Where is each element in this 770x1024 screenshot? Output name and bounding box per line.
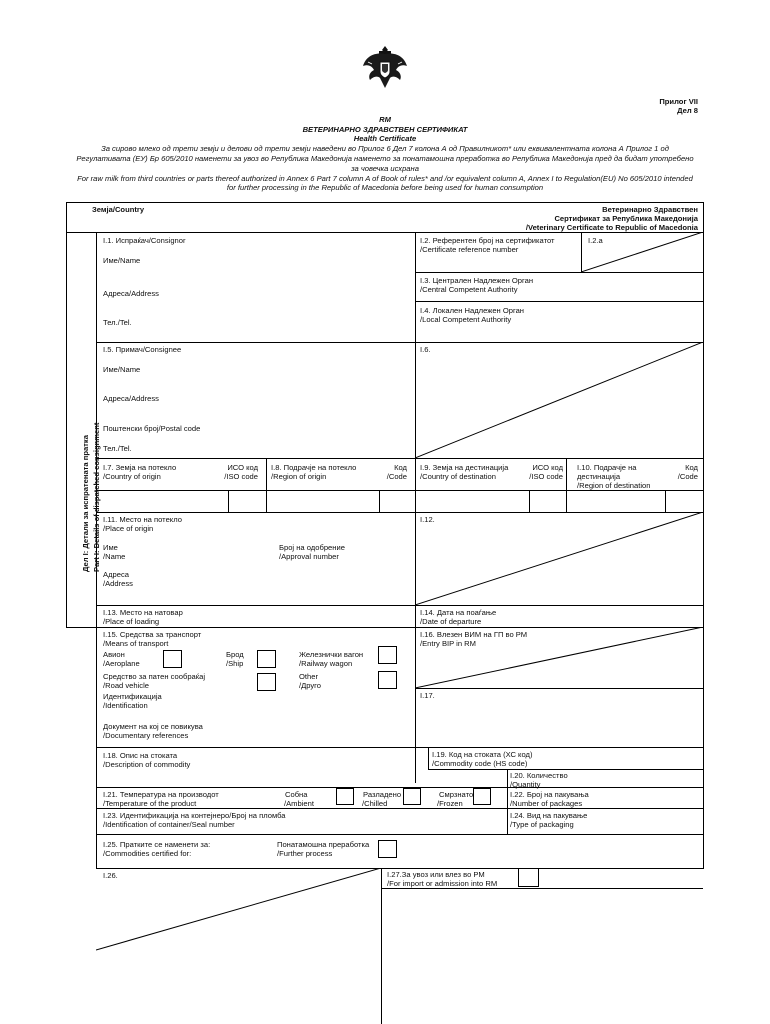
i1-consignor-label: I.1. Испраќач/Consignor: [103, 236, 186, 245]
other-transport-checkbox[interactable]: [378, 671, 397, 689]
road-vehicle-label-en: /Road vehicle: [103, 681, 150, 690]
i10-region-dest-mk2: дестинација: [577, 472, 621, 481]
i18-description-en: /Description of commodity: [103, 760, 191, 769]
annex-part-label: Дел 8: [677, 106, 698, 115]
railway-checkbox[interactable]: [378, 646, 397, 664]
i12-label: I.12.: [420, 515, 435, 524]
i11-place-origin-en: /Place of origin: [103, 524, 154, 533]
i2a-label: I.2.a: [588, 236, 603, 245]
i11-name-en: /Name: [103, 552, 126, 561]
i26-diagonal: [96, 868, 381, 1024]
i5-name-label: Име/Name: [103, 365, 141, 374]
i24-packaging-en: /Type of packaging: [510, 820, 574, 829]
i13-loading-mk: I.13. Место на натовар: [103, 608, 183, 617]
i10-region-dest-mk: I.10. Подрачје на: [577, 463, 637, 472]
annex-label: Прилог VII: [659, 97, 698, 106]
i10-code-label-en: /Code: [677, 472, 698, 481]
railway-label-en: /Railway wagon: [299, 659, 353, 668]
vet-cert-line1: Ветеринарно Здравствен: [602, 205, 698, 214]
i15-transport-en: /Means of transport: [103, 639, 169, 648]
i16-entry-bip-en: /Entry BIP in RM: [420, 639, 476, 648]
further-process-checkbox[interactable]: [378, 840, 397, 858]
i15-transport-mk: I.15. Средства за транспорт: [103, 630, 202, 639]
i11-address-en: /Address: [103, 579, 133, 588]
i13-loading-en: /Place of loading: [103, 617, 160, 626]
i3-cca-label-mk: I.3. Централен Надлежен Орган: [420, 276, 534, 285]
ambient-checkbox[interactable]: [336, 788, 354, 805]
i21-temperature-en: /Temperature of the product: [103, 799, 197, 808]
i4-lca-label-mk: I.4. Локален Надлежен Орган: [420, 306, 525, 315]
i19-hs-code-en: /Commodity code (HS code): [432, 759, 528, 768]
i24-packaging-mk: I.24. Вид на пакување: [510, 811, 588, 820]
i3-cca-label-en: /Central Competent Authority: [420, 285, 518, 294]
i25-certified-for-en: /Commodities certified for:: [103, 849, 192, 858]
country-label: Земја/Country: [92, 205, 145, 214]
intro-mk-line1: За сирово млеко од трети земји и делови од трети земји наведени во Прилог 6 Дел 7 колона А од Правилникот* или еквивалентната колона А Прилог 1 од: [101, 144, 669, 153]
ship-label-en: /Ship: [226, 659, 244, 668]
i10-region-dest-en: /Region of destination: [577, 481, 651, 490]
identification-label-mk: Идентификација: [103, 692, 162, 701]
other-label-en: Other: [299, 672, 318, 681]
further-process-label-mk: Понатамошна преработка: [277, 840, 370, 849]
i5-tel-label: Тел./Tel.: [103, 444, 132, 453]
certificate-title-en: Health Certificate: [353, 134, 417, 143]
intro-mk-line3: за човечка исхрана: [351, 164, 419, 173]
i14-departure-en: /Date of departure: [420, 617, 482, 626]
part1-side-label-mk: Дел I: Детали за испратената пратка: [81, 435, 90, 572]
ship-checkbox[interactable]: [257, 650, 276, 668]
i7-iso-label-mk: ИСО код: [227, 463, 258, 472]
i12-diagonal: [415, 512, 703, 605]
chilled-label-mk: Разладено: [363, 790, 402, 799]
ambient-label-en: /Ambient: [284, 799, 314, 808]
intro-en-line1: For raw milk from third countries or parts thereof authorized in Annex 6 Part 7 column A of Book of rules* and /or equivalent column A, Annex I to Regulation(EU) No 605/2010 intended: [77, 174, 693, 183]
i7-country-origin-en: /Country of origin: [103, 472, 161, 481]
chilled-checkbox[interactable]: [403, 788, 421, 805]
identification-label-en: /Identification: [103, 701, 148, 710]
i14-departure-mk: I.14. Дата на поаѓање: [420, 608, 497, 617]
i11-name-mk: Име: [103, 543, 118, 552]
i5-address-label: Адреса/Address: [103, 394, 159, 403]
part1-side-label-en: Part I: Details of dispatched consignment: [92, 422, 101, 572]
i27-import-mk: I.27.За увоз или влез во РМ: [387, 870, 485, 879]
frozen-checkbox[interactable]: [473, 788, 491, 805]
vet-cert-line2: Сертификат за Република Македонија: [554, 214, 698, 223]
i22-packages-en: /Number of packages: [510, 799, 583, 808]
i7-country-origin-mk: I.7. Земја на потекло: [103, 463, 177, 472]
doc-references-label-mk: Документ на кој се повикува: [103, 722, 203, 731]
i11-approval-mk: Број на одобрение: [279, 543, 345, 552]
i10-code-label-mk: Код: [685, 463, 698, 472]
i1-name-label: Име/Name: [103, 256, 141, 265]
ambient-label-mk: Собна: [285, 790, 308, 799]
further-process-label-en: /Further process: [277, 849, 333, 858]
i8-region-origin-mk: I.8. Подрачје на потекло: [271, 463, 357, 472]
i23-container-mk: I.23. Идентификација на контејнеро/Број на пломба: [103, 811, 286, 820]
aeroplane-label-mk: Авион: [103, 650, 125, 659]
i8-code-label-mk: Код: [394, 463, 407, 472]
i16-entry-bip-mk: I.16. Влезен ВИМ на ГП во РМ: [420, 630, 528, 639]
i9-country-dest-en: /Country of destination: [420, 472, 496, 481]
aeroplane-label-en: /Aeroplane: [103, 659, 140, 668]
i23-container-en: /Identification of container/Seal number: [103, 820, 235, 829]
i11-address-mk: Адреса: [103, 570, 129, 579]
frozen-label-en: /Frozen: [437, 799, 463, 808]
doc-references-label-en: /Documentary references: [103, 731, 189, 740]
import-admission-checkbox[interactable]: [518, 868, 539, 887]
i5-consignee-label: I.5. Примач/Consignee: [103, 345, 182, 354]
i9-country-dest-mk: I.9. Земја на дестинација: [420, 463, 509, 472]
i2-ref-label-mk: I.2. Референтен број на сертификатот: [420, 236, 555, 245]
i27-import-en: /For import or admission into RM: [387, 879, 498, 888]
i7-iso-label-en: /ISO code: [224, 472, 258, 481]
i25-certified-for-mk: I.25. Пратките се наменети за:: [103, 840, 211, 849]
i20-quantity-en: /Quantity: [510, 780, 541, 789]
i4-lca-label-en: /Local Competent Authority: [420, 315, 512, 324]
i9-iso-label-mk: ИСО код: [532, 463, 563, 472]
rm-label: RM: [379, 115, 391, 124]
i26-label: I.26.: [103, 871, 118, 880]
i18-description-mk: I.18. Опис на стоката: [103, 751, 178, 760]
i17-label: I.17.: [420, 691, 435, 700]
i8-code-label-en: /Code: [386, 472, 407, 481]
intro-en-line2: for further processing in the Republic of Macedonia before being used for human consumption: [226, 183, 544, 192]
i11-place-origin-mk: I.11. Место на потекло: [103, 515, 182, 524]
frozen-label-mk: Смрзнато: [439, 790, 474, 799]
i22-packages-mk: I.22. Број на пакувања: [510, 790, 589, 799]
chilled-label-en: /Chilled: [362, 799, 388, 808]
road-vehicle-label-mk: Средство за патен сообраќај: [103, 672, 206, 681]
i6-label: I.6.: [420, 345, 431, 354]
ship-label-mk: Брод: [226, 650, 244, 659]
i1-tel-label: Тел./Tel.: [103, 318, 132, 327]
other-label-mk: /Друго: [299, 681, 322, 690]
certificate-title-mk: ВЕТЕРИНАРНО ЗДРАВСТВЕН СЕРТИФИКАТ: [302, 125, 468, 134]
i20-quantity-mk: I.20. Количество: [510, 771, 568, 780]
road-vehicle-checkbox[interactable]: [257, 673, 276, 691]
railway-label-mk: Железнички вагон: [299, 650, 364, 659]
i11-approval-en: /Approval number: [279, 552, 339, 561]
aeroplane-checkbox[interactable]: [163, 650, 182, 668]
i2-ref-label-en: /Certificate reference number: [420, 245, 519, 254]
i5-postal-label: Поштенски број/Postal code: [103, 424, 201, 433]
intro-mk-line2: Регулативата (ЕУ) Бр 605/2010 наменети за увоз во Република Македонија наменето за понатамошна преработка во Република Македонија пред да бидат употребено: [76, 154, 694, 163]
i19-hs-code-mk: I.19. Код на стоката (ХС код): [432, 750, 533, 759]
part1-side-label: [66, 232, 101, 627]
coat-of-arms-emblem: [360, 42, 410, 92]
i1-address-label: Адреса/Address: [103, 289, 159, 298]
i8-region-origin-en: /Region of origin: [271, 472, 327, 481]
i21-temperature-mk: I.21. Температура на производот: [103, 790, 219, 799]
i6-diagonal: [415, 342, 703, 458]
vet-cert-line3: /Veterinary Certificate to Republic of Macedonia: [525, 223, 698, 232]
i9-iso-label-en: /ISO code: [529, 472, 563, 481]
